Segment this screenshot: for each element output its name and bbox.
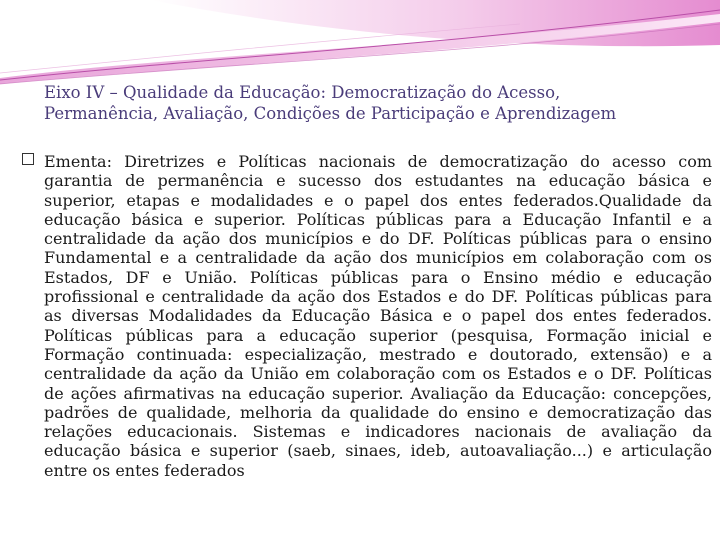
ementa-paragraph [22,152,712,480]
header-swoosh-decoration [0,0,720,90]
ementa-text: Ementa: Diretrizes e Políticas nacionais de democratização do acesso com garantia de permanência e sucesso dos estudantes na educação básica e superior, etapas e modalidades e o papel dos entes federados.Qualidade da educação básica e superior. Políticas públicas para a Educação Infantil e a centralidade da ação dos municípios e do DF. Políticas públicas para o ensino Fundamental e a centralidade da ação dos municípios em colaboração com os Estados, DF e União. Políticas públicas para o Ensino médio e educação profissional e centralidade da ação dos Estados e do DF. Políticas públicas para as diversas Modalidades da Educação Básica e o papel dos entes federados. Políticas públicas para a educação superior (pesquisa, Formação inicial e Formação continuada: especialização, mestrado e doutorado, extensão) e a centralidade da ação da União em colaboração com os Estados e o DF. Políticas de ações afirmativas na educação superior. Avaliação da Educação: concepções, padrões de qualidade, melhoria da qualidade do ensino e democratização das relações educacionais. Sistemas e indicadores nacionais de avaliação da educação básica e superior (saeb, sinaes, ideb, autoavaliação...) e articulação entre os entes federados [44,152,712,480]
checkbox-square-icon [22,153,34,165]
slide-title: Eixo IV – Qualidade da Educação: Democratização do Acesso, Permanência, Avaliação, Condições de Participação e Aprendizagem [44,83,617,123]
